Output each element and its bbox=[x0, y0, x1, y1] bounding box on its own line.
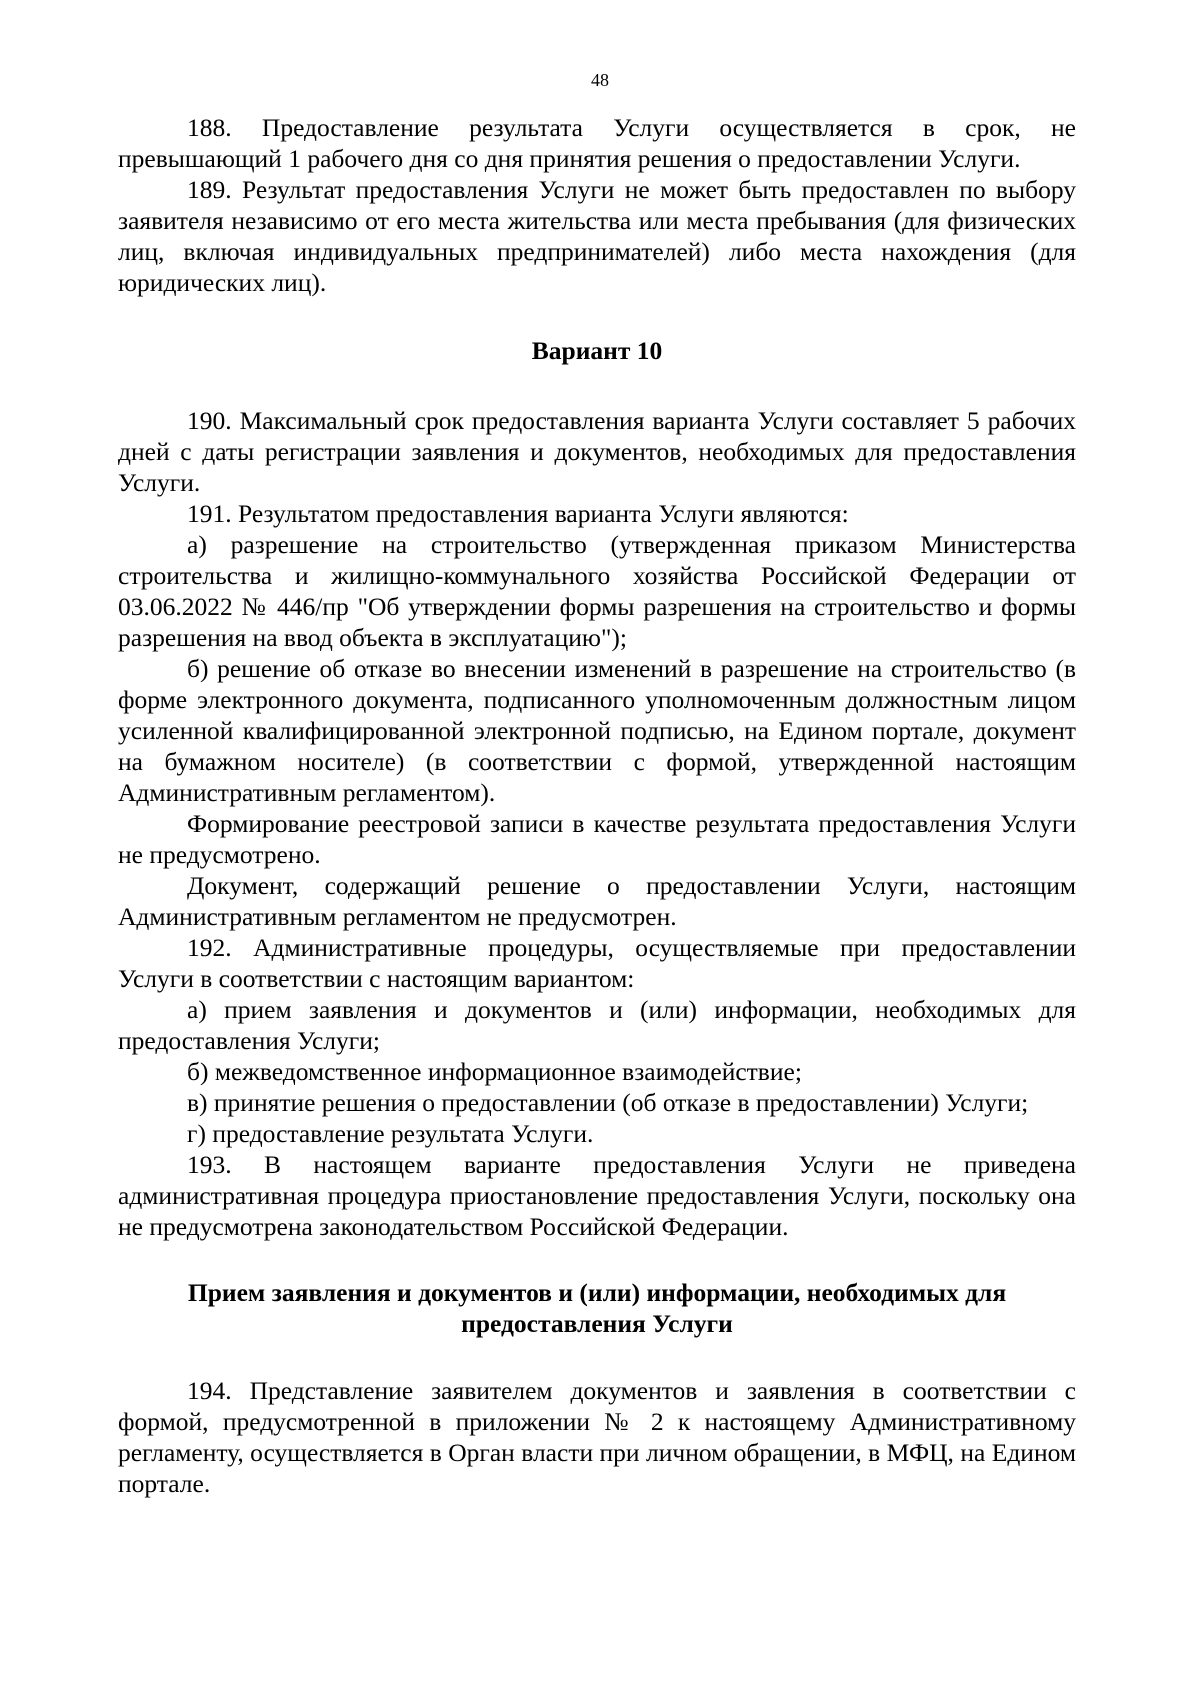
section-heading bbox=[118, 1277, 1076, 1339]
paragraph-189: 189. Результат предоставления Услуги не может быть предоставлен по выбору заявителя независимо от его места жительства или места пребывания (для физических лиц, включая индивидуальных предпринимателей) либо места нахождения (для юридических лиц). bbox=[118, 175, 1076, 297]
paragraph-191-b: б) решение об отказе во внесении изменений в разрешение на строительство (в форме электронного документа, подписанного уполномоченным должностным лицом усиленной квалифицированной электронной подписью, на Едином портале, документ на бумажном носителе) (в соответствии с формой, утвержденной настоящим Административным регламентом). bbox=[118, 654, 1076, 807]
paragraph-193: 193. В настоящем варианте предоставления Услуги не приведена административная процедура приостановление предоставления Услуги, поскольку она не предусмотрена законодательством Российской Федерации. bbox=[118, 1150, 1076, 1241]
paragraph-192-a: а) прием заявления и документов и (или) информации, необходимых для предоставления Услуги; bbox=[118, 995, 1076, 1055]
variant-heading: Вариант 10 bbox=[531, 336, 663, 365]
paragraph-191-a: а) разрешение на строительство (утвержденная приказом Министерства строительства и жилищно-коммунального хозяйства Российской Федерации от 03.06.2022 № 446/пр "Об утверждении формы разрешения на строительство и формы разрешения на ввод объекта в эксплуатацию"); bbox=[118, 530, 1076, 652]
paragraph-188: 188. Предоставление результата Услуги осуществляется в срок, не превышающий 1 рабочего дня со дня принятия решения о предоставлении Услуги. bbox=[118, 113, 1076, 173]
paragraph-registry-record: Формирование реестровой записи в качестве результата предоставления Услуги не предусмотрено. bbox=[118, 809, 1076, 869]
paragraph-192-d: г) предоставление результата Услуги. bbox=[187, 1119, 594, 1148]
paragraph-192-b: б) межведомственное информационное взаимодействие; bbox=[187, 1057, 802, 1086]
paragraph-191: 191. Результатом предоставления варианта Услуги являются: bbox=[187, 499, 849, 528]
section-heading-line-2: предоставления Услуги bbox=[461, 1309, 733, 1338]
paragraph-decision-document: Документ, содержащий решение о предоставлении Услуги, настоящим Административным регламентом не предусмотрен. bbox=[118, 871, 1076, 931]
paragraph-192: 192. Административные процедуры, осуществляемые при предоставлении Услуги в соответствии с настоящим вариантом: bbox=[118, 933, 1076, 993]
page-number: 48 bbox=[591, 70, 609, 90]
paragraph-194: 194. Представление заявителем документов и заявления в соответствии с формой, предусмотренной в приложении № 2 к настоящему Административному регламенту, осуществляется в Орган власти при личном обращении, в МФЦ, на Едином портале. bbox=[118, 1376, 1076, 1498]
document-body bbox=[118, 112, 1076, 1499]
paragraph-192-c: в) принятие решения о предоставлении (об отказе в предоставлении) Услуги; bbox=[187, 1088, 1029, 1117]
section-heading-line-1: Прием заявления и документов и (или) информации, необходимых для bbox=[187, 1278, 1007, 1307]
paragraph-190: 190. Максимальный срок предоставления варианта Услуги составляет 5 рабочих дней с даты регистрации заявления и документов, необходимых для предоставления Услуги. bbox=[118, 406, 1076, 497]
